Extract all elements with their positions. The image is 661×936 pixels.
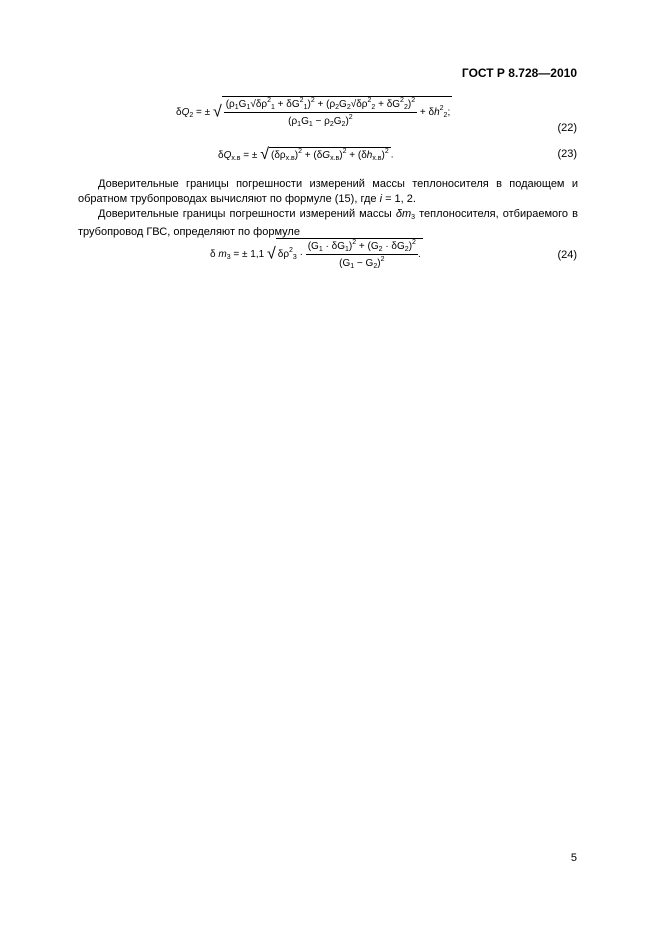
equation-number-24: (24) — [557, 249, 577, 261]
equation-number-23: (23) — [557, 148, 577, 160]
formula-22: $\delta Q_2$ = ± √ $\frac{(\rho_1G_1√\delta\rho^2_1 + \delta G^2_1)^2 + (\rho_2G_2√\delta\rho^2_2 + \delta G^2_2)^2}{(\rho_1G_1 - \rho_2G_2)^2}$ + $\delta h^2_2$; — [176, 97, 451, 128]
paragraph-1-var: i — [379, 193, 383, 205]
document-id-header: ГОСТ Р 8.728—2010 — [461, 66, 577, 80]
paragraph-2-var: δm — [395, 208, 412, 220]
paragraph-2-text-a: Доверительные границы погрешности измерений массы — [98, 208, 396, 220]
formula-24: δ $m_3$ = ± 1,1 √ $\delta\rho^2_3$ · $\frac{(G_1 \cdot \delta G_1)^2 + (G_2 \cdot \delta G_2)^2}{(G_1 - G_2)^2}$ . — [210, 239, 421, 270]
paragraph-1 — [78, 177, 578, 207]
paragraph-2-var-sub: 3 — [411, 214, 416, 221]
paragraph-2-text-b: теплоносителя, отбираемого в трубопровод ГВС, определяют по формуле — [78, 208, 578, 238]
paragraph-2 — [78, 207, 578, 240]
paragraph-1-tail: = 1, 2. — [382, 193, 416, 205]
paragraph-1-text: Доверительные границы погрешности измерений массы теплоносителя в подающем и обратном трубопроводах вычисляют по формуле (15), где — [78, 178, 578, 205]
page-number: 5 — [570, 852, 577, 864]
paragraph-text-block — [78, 177, 578, 240]
formula-23: $\delta Q_{х.в}$ = ± √ $(\delta\rho_{х.в})^2 + (\delta G_{х.в})^2 + (\delta h_{х.в})^2$ . — [218, 146, 394, 163]
equation-number-22: (22) — [557, 122, 577, 134]
